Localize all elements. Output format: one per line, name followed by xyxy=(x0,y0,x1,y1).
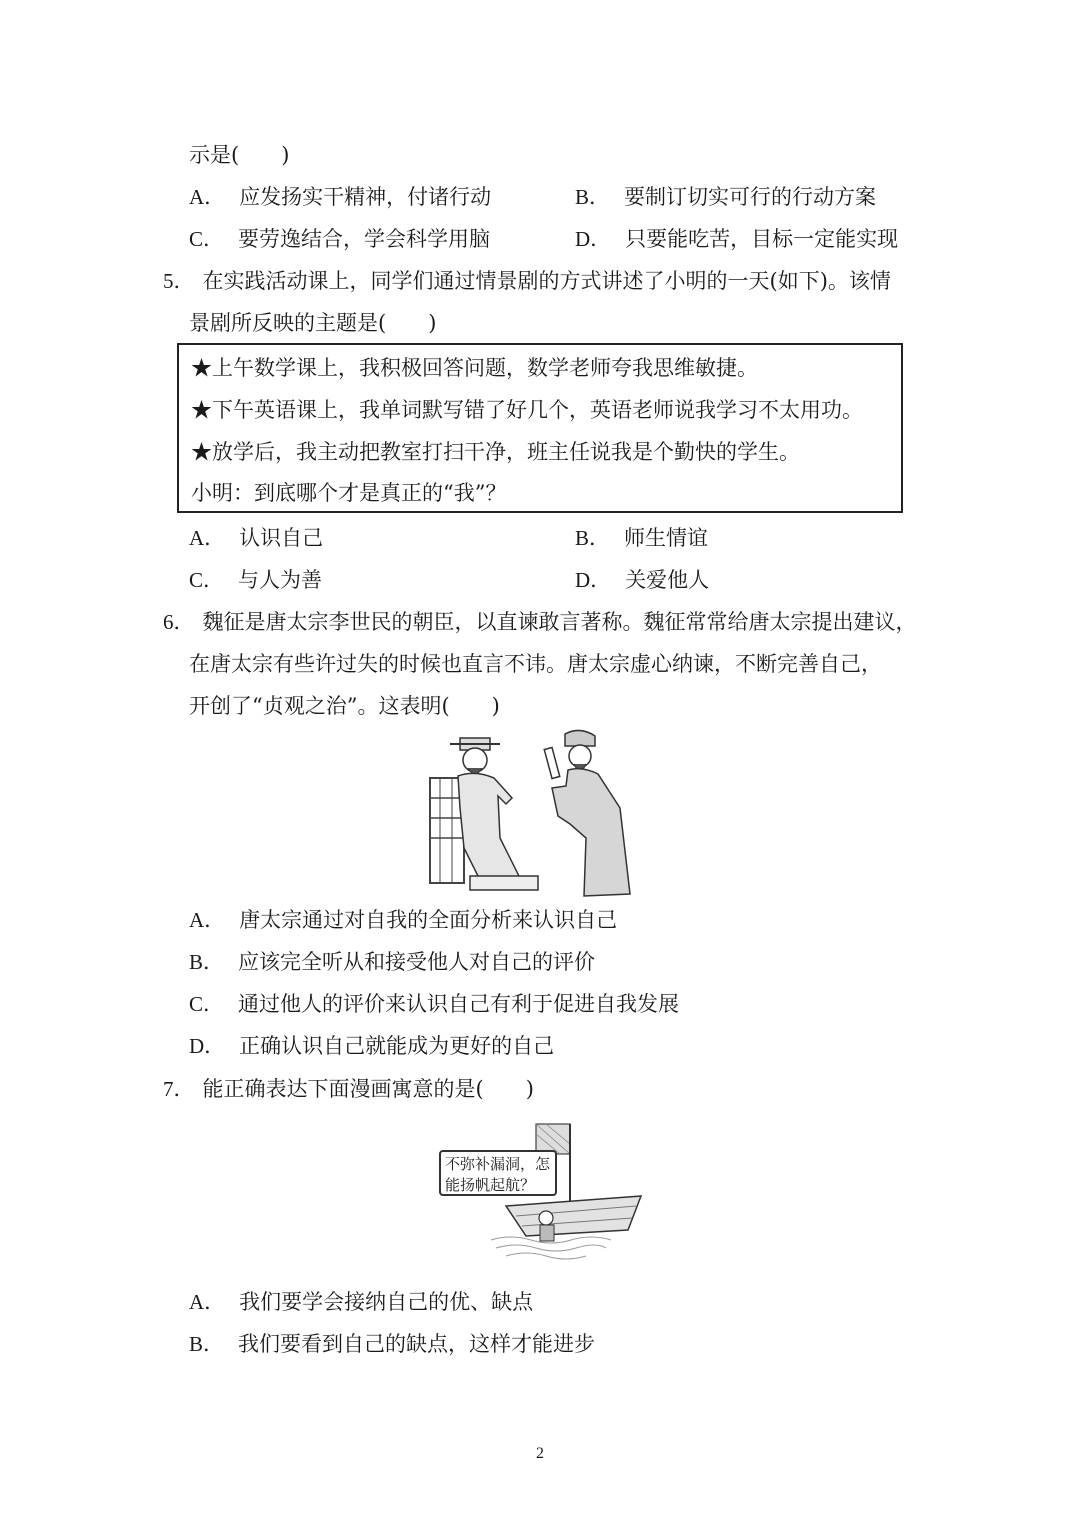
q4-option-b[interactable] xyxy=(575,182,876,212)
q6-stem-text: 魏征是唐太宗李世民的朝臣，以直谏敢言著称。魏征常常给唐太宗提出建议， xyxy=(202,610,917,634)
option-text: 我们要看到自己的缺点，这样才能进步 xyxy=(238,1332,596,1356)
option-text: 只要能吃苦，目标一定能实现 xyxy=(625,227,899,251)
q6-option-b[interactable] xyxy=(189,947,595,977)
footstool xyxy=(470,876,538,890)
option-text: 与人为善 xyxy=(238,568,323,592)
emperor-minister-illustration xyxy=(420,728,650,898)
bubble-line: 不弥补漏洞，怎 xyxy=(445,1155,551,1173)
option-text: 唐太宗通过对自我的全面分析来认识自己 xyxy=(239,908,618,932)
q5-option-a[interactable] xyxy=(189,523,323,553)
option-text: 师生情谊 xyxy=(624,526,709,550)
bubble-line: 能扬帆起航？ xyxy=(445,1176,536,1194)
option-text: 要劳逸结合，学会科学用脑 xyxy=(238,227,491,251)
option-letter: A． xyxy=(189,908,226,932)
q4-stem-tail: 示是( ) xyxy=(189,143,290,167)
q7-stem-text: 能正确表达下面漫画寓意的是( ) xyxy=(202,1077,534,1101)
option-text: 我们要学会接纳自己的优、缺点 xyxy=(239,1290,534,1314)
option-letter: C． xyxy=(189,992,225,1016)
q5-option-b[interactable] xyxy=(575,523,708,553)
option-letter: A． xyxy=(189,1290,226,1314)
scenario-line: ★下午英语课上，我单词默写错了好几个，英语老师说我学习不太用功。 xyxy=(191,398,863,422)
q5-scenario-box xyxy=(177,343,903,513)
q5-option-d[interactable] xyxy=(575,565,709,595)
q6-option-d[interactable] xyxy=(189,1031,554,1061)
q7-option-b[interactable] xyxy=(189,1329,595,1359)
option-letter: D． xyxy=(189,1034,226,1058)
q4-option-a[interactable] xyxy=(189,182,491,212)
q6-number: 6． xyxy=(163,610,195,634)
person-head xyxy=(539,1211,553,1225)
q4-option-d[interactable] xyxy=(575,224,898,254)
scenario-line: ★放学后，我主动把教室打扫干净，班主任说我是个勤快的学生。 xyxy=(191,440,800,464)
minister-robe xyxy=(552,769,630,896)
q5-stem-line2: 景剧所反映的主题是( ) xyxy=(189,311,437,335)
q5-number: 5． xyxy=(163,269,195,293)
q6-stem-line1 xyxy=(163,607,917,637)
q5-stem-text: 在实践活动课上，同学们通过情景剧的方式讲述了小明的一天(如下)。该情 xyxy=(202,269,891,293)
minister-head xyxy=(569,745,591,767)
option-letter: C． xyxy=(189,568,225,592)
person-body xyxy=(540,1225,554,1241)
q6-option-c[interactable] xyxy=(189,989,679,1019)
option-letter: B． xyxy=(189,1332,225,1356)
q6-option-a[interactable] xyxy=(189,905,617,935)
option-text: 认识自己 xyxy=(239,526,324,550)
q6-stem-line3: 开创了“贞观之治”。这表明( ) xyxy=(189,694,500,718)
option-letter: A． xyxy=(189,185,226,209)
option-text: 关爱他人 xyxy=(625,568,710,592)
option-text: 通过他人的评价来认识自己有利于促进自我发展 xyxy=(238,992,680,1016)
q6-stem-line2: 在唐太宗有些许过失的时候也直言不讳。唐太宗虚心纳谏，不断完善自己， xyxy=(189,652,882,676)
option-text: 应该完全听从和接受他人对自己的评价 xyxy=(238,950,596,974)
option-letter: B． xyxy=(189,950,225,974)
option-letter: D． xyxy=(575,568,612,592)
emperor-robe xyxy=(458,773,520,880)
minister-tablet xyxy=(544,747,559,778)
q5-stem-line1 xyxy=(163,266,891,296)
q4-option-c[interactable] xyxy=(189,224,490,254)
scenario-line: ★上午数学课上，我积极回答问题，数学老师夸我思维敏捷。 xyxy=(191,356,758,380)
option-letter: C． xyxy=(189,227,225,251)
q7-number: 7． xyxy=(163,1077,195,1101)
option-letter: B． xyxy=(575,185,611,209)
option-letter: D． xyxy=(575,227,612,251)
speech-bubble xyxy=(439,1150,557,1196)
option-text: 要制订切实可行的行动方案 xyxy=(624,185,877,209)
q5-option-c[interactable] xyxy=(189,565,322,595)
page-number: 2 xyxy=(536,1445,544,1462)
option-text: 正确认识自己就能成为更好的自己 xyxy=(239,1034,555,1058)
q7-stem xyxy=(163,1074,534,1104)
option-text: 应发扬实干精神，付诸行动 xyxy=(239,185,492,209)
scenario-line: 小明：到底哪个才是真正的“我”？ xyxy=(191,481,507,505)
minister-hat xyxy=(565,730,595,746)
boat-hull xyxy=(506,1196,641,1236)
option-letter: A． xyxy=(189,526,226,550)
q7-option-a[interactable] xyxy=(189,1287,533,1317)
option-letter: B． xyxy=(575,526,611,550)
